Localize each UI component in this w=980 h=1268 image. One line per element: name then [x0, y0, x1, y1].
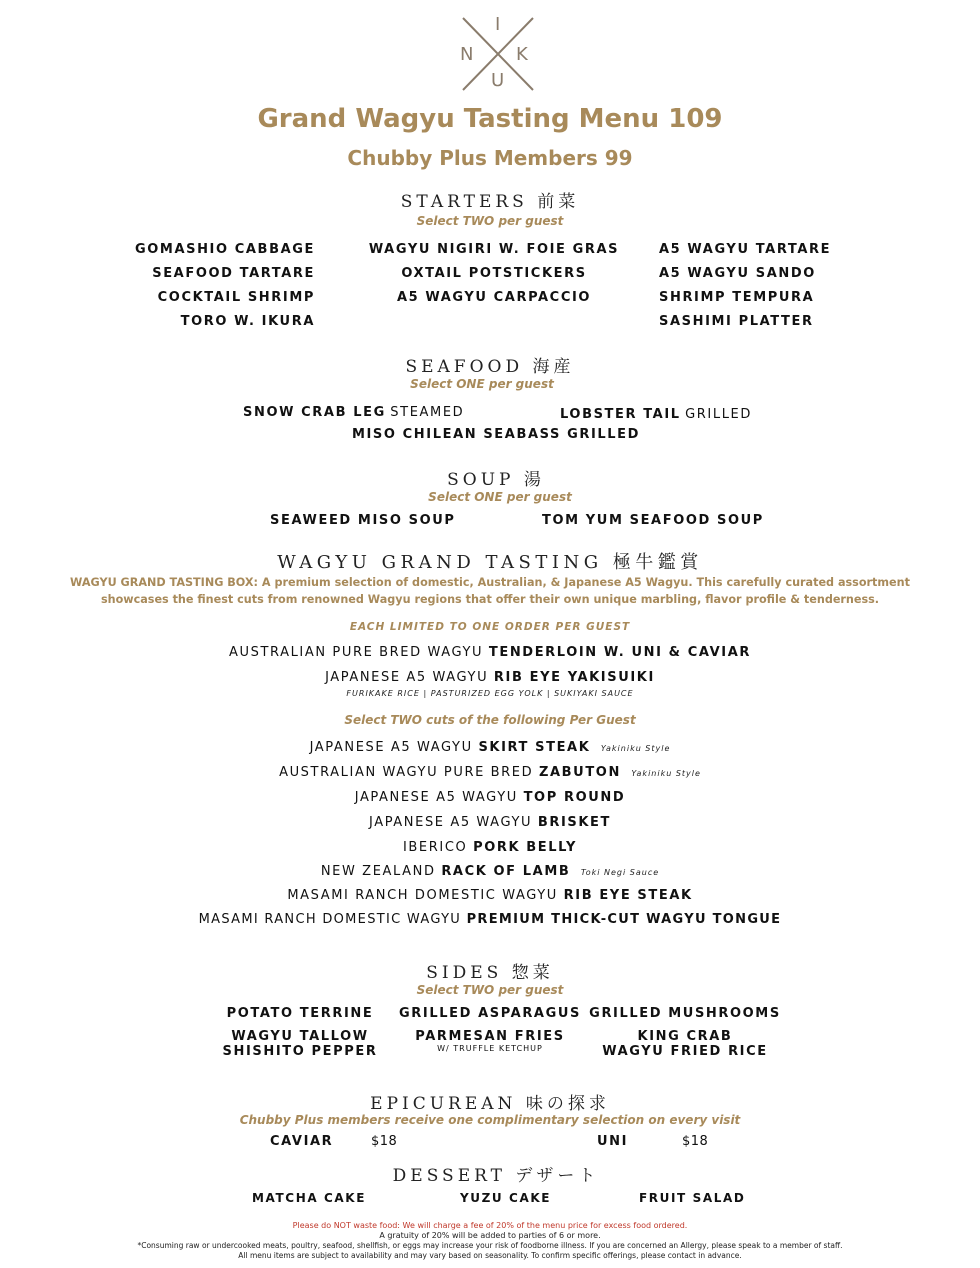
side-item: GRILLED ASPARAGUS: [399, 1006, 581, 1021]
footer-warning: Please do NOT waste food: We will charge a fee of 20% of the menu price for excess food ordered.: [292, 1221, 688, 1230]
starter-item: A5 WAGYU SANDO: [659, 266, 816, 281]
footer-consuming-notice: *Consuming raw or undercooked meats, poultry, seafood, shellfish, or eggs may increase your risk of foodborne illness. If you are concerned an Allergy, please speak to a member of staff.: [137, 1241, 843, 1250]
side-item: WAGYU TALLOW: [231, 1029, 369, 1044]
epicurean-item-price: $18: [371, 1134, 398, 1149]
logo-letter-right: K: [516, 44, 528, 65]
starter-item: SHRIMP TEMPURA: [659, 290, 815, 305]
sides-note: Select TWO per guest: [416, 983, 564, 997]
starter-item: GOMASHIO CABBAGE: [134, 242, 315, 257]
seafood-note: Select ONE per guest: [410, 377, 554, 391]
seafood-item-snow-crab: SNOW CRAB LEG STEAMED: [243, 405, 465, 420]
dessert-heading: DESSERT デザート: [392, 1166, 600, 1186]
sides-column-middle: [390, 1006, 590, 1053]
starter-item: WAGYU NIGIRI W. FOIE GRAS: [368, 242, 620, 257]
starter-item: A5 WAGYU TARTARE: [659, 242, 832, 257]
starter-item: SEAFOOD TARTARE: [152, 266, 315, 281]
wagyu-description: WAGYU GRAND TASTING BOX: A premium selection of domestic, Australian, & Japanese A5 Wagyu. This carefully curated assortment: [70, 576, 910, 589]
epicurean-note: Chubby Plus members receive one complimentary selection on every visit: [239, 1113, 741, 1127]
menu-title: Grand Wagyu Tasting Menu 109: [257, 104, 723, 134]
sides-column-left: [200, 1006, 400, 1059]
starters-column-right: [659, 238, 879, 334]
wagyu-cut-item: AUSTRALIAN WAGYU PURE BRED ZABUTON Yakiniku Style: [279, 765, 701, 780]
starter-item: A5 WAGYU CARPACCIO: [396, 290, 592, 305]
epicurean-item-price: $18: [682, 1134, 709, 1149]
epicurean-item-name: CAVIAR: [270, 1134, 334, 1149]
footer-gratuity: A gratuity of 20% will be added to parties of 6 or more.: [379, 1231, 601, 1240]
wagyu-cut-item: MASAMI RANCH DOMESTIC WAGYU PREMIUM THICK-CUT WAGYU TONGUE: [198, 912, 782, 927]
dessert-item: MATCHA CAKE: [252, 1191, 366, 1205]
seafood-item-lobster: LOBSTER TAIL GRILLED: [560, 407, 752, 422]
dessert-item: YUZU CAKE: [460, 1191, 552, 1205]
wagyu-cut-item: JAPANESE A5 WAGYU SKIRT STEAK Yakiniku Style: [309, 740, 671, 755]
wagyu-cut-item: NEW ZEALAND RACK OF LAMB Toki Negi Sauce: [320, 864, 660, 879]
wagyu-limit-note: EACH LIMITED TO ONE ORDER PER GUEST: [349, 621, 631, 633]
sides-column-right: [585, 1006, 785, 1059]
starters-note: Select TWO per guest: [416, 214, 564, 228]
side-item: SHISHITO PEPPER: [222, 1044, 378, 1059]
side-item: PARMESAN FRIES: [415, 1029, 565, 1044]
seafood-heading: SEAFOOD 海産: [405, 357, 575, 377]
dessert-item: FRUIT SALAD: [639, 1191, 746, 1205]
wagyu-heading: WAGYU GRAND TASTING 極牛鑑賞: [277, 552, 703, 573]
logo-letter-bottom: U: [488, 70, 507, 91]
logo-letter-top: I: [492, 14, 503, 35]
wagyu-fixed-note: FURIKAKE RICE | PASTURIZED EGG YOLK | SUKIYAKI SAUCE: [346, 689, 634, 698]
footer-availability-notice: All menu items are subject to availability and may vary based on seasonality. To confirm specific offerings, please contact in advance.: [238, 1251, 742, 1260]
starters-column-middle: [350, 238, 638, 310]
wagyu-fixed-item: AUSTRALIAN PURE BRED WAGYU TENDERLOIN W. UNI & CAVIAR: [228, 645, 751, 660]
logo-letter-left: N: [460, 44, 474, 65]
soup-item: SEAWEED MISO SOUP: [270, 513, 456, 528]
side-item: POTATO TERRINE: [226, 1006, 374, 1021]
side-item-note: W/ TRUFFLE KETCHUP: [437, 1044, 543, 1053]
wagyu-cuts-note: Select TWO cuts of the following Per Guest: [344, 713, 636, 727]
wagyu-cut-item: IBERICO PORK BELLY: [402, 840, 577, 855]
wagyu-cut-item: MASAMI RANCH DOMESTIC WAGYU RIB EYE STEAK: [287, 888, 693, 903]
wagyu-description: showcases the finest cuts from renowned Wagyu regions that offer their own unique marbling, flavor profile & tenderness.: [100, 593, 880, 606]
side-item: GRILLED MUSHROOMS: [589, 1006, 781, 1021]
sides-heading: SIDES 惣菜: [426, 963, 554, 983]
epicurean-item-name: UNI: [597, 1134, 629, 1149]
soup-heading: SOUP 湯: [447, 470, 545, 490]
starters-column-left: [110, 238, 315, 334]
menu-subtitle: Chubby Plus Members 99: [347, 146, 633, 170]
epicurean-heading: EPICUREAN 味の探求: [370, 1094, 610, 1114]
side-item: WAGYU FRIED RICE: [602, 1044, 768, 1059]
logo: [455, 14, 541, 94]
starters-heading: STARTERS 前菜: [400, 192, 580, 212]
wagyu-cut-item: JAPANESE A5 WAGYU TOP ROUND: [354, 790, 626, 805]
soup-item: TOM YUM SEAFOOD SOUP: [542, 513, 764, 528]
side-item: KING CRAB: [637, 1029, 733, 1044]
starter-item: OXTAIL POTSTICKERS: [401, 266, 587, 281]
soup-note: Select ONE per guest: [428, 490, 572, 504]
starter-item: SASHIMI PLATTER: [659, 314, 814, 329]
wagyu-fixed-item: JAPANESE A5 WAGYU RIB EYE YAKISUIKI: [325, 670, 655, 685]
seafood-item-seabass: MISO CHILEAN SEABASS GRILLED: [351, 427, 641, 442]
wagyu-cut-item: JAPANESE A5 WAGYU BRISKET: [369, 815, 611, 830]
starter-item: TORO W. IKURA: [180, 314, 315, 329]
starter-item: COCKTAIL SHRIMP: [157, 290, 315, 305]
